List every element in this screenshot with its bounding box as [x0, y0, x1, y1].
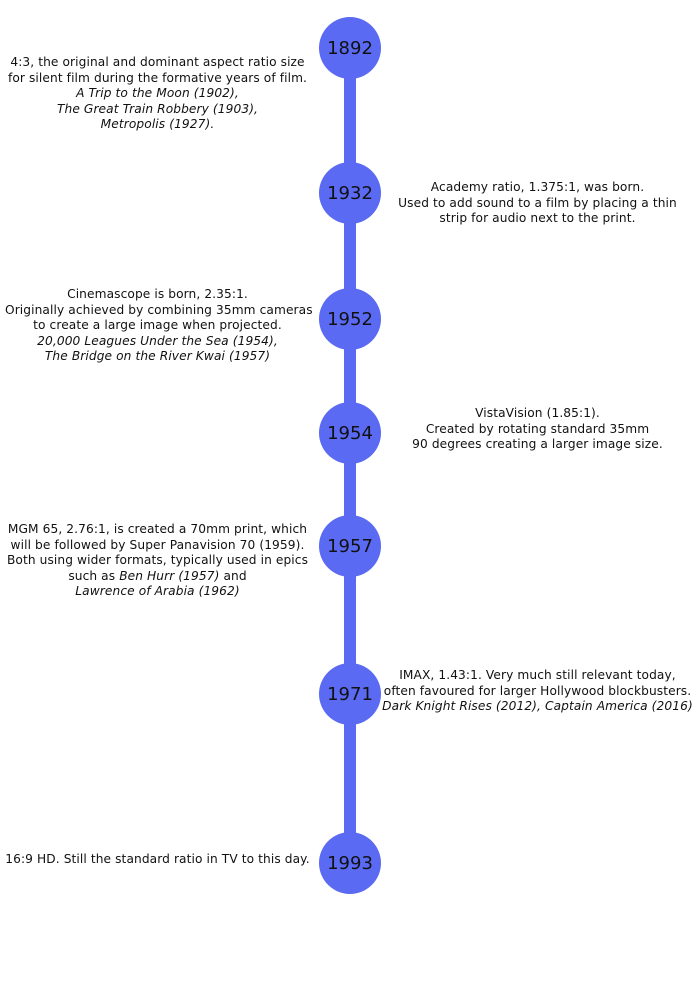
- description-text: Both using wider formats, typically used in epics: [6, 553, 309, 567]
- entry-line: [378, 699, 697, 715]
- entry-line: [5, 287, 310, 303]
- description-text: Used to add sound to a film by placing a thin: [398, 195, 677, 210]
- entry-line: [5, 102, 310, 118]
- entry-line: [385, 211, 690, 227]
- entry-line: [5, 86, 310, 102]
- description-text: strip for audio next to the print.: [439, 211, 636, 225]
- entry-line: [5, 852, 310, 868]
- year-label: 1892: [327, 37, 373, 59]
- entry-line: [385, 180, 690, 196]
- year-label: 1932: [327, 182, 373, 204]
- entry-line: [5, 318, 310, 334]
- entry-line: [378, 684, 697, 700]
- year-label: 1952: [327, 308, 373, 330]
- entry-line: [5, 569, 310, 585]
- film-title-text: Ben Hurr (1957): [119, 568, 220, 583]
- year-label: 1993: [327, 852, 373, 874]
- description-text: for silent film during the formative years of film.: [7, 70, 308, 85]
- entry-line: [5, 334, 310, 350]
- entry-text-1932: [385, 180, 690, 227]
- entry-line: [5, 584, 310, 600]
- description-text: Cinemascope is born, 2.35:1.: [67, 287, 248, 301]
- description-text: VistaVision (1.85:1).: [475, 406, 600, 420]
- film-title-text: A Trip to the Moon (1902),: [76, 86, 239, 100]
- description-text: IMAX, 1.43:1. Very much still relevant today,: [399, 668, 676, 682]
- entry-line: [5, 522, 310, 538]
- entry-line: [5, 117, 310, 133]
- entry-line: [5, 71, 310, 87]
- year-label: 1971: [327, 683, 373, 705]
- description-text: 16:9 HD. Still the standard ratio in TV to this day.: [5, 852, 310, 866]
- description-text: MGM 65, 2.76:1, is created a 70mm print, which: [7, 522, 308, 536]
- year-node-1993: [319, 832, 381, 894]
- description-text: such as: [68, 568, 120, 583]
- entry-line: [378, 668, 697, 684]
- film-title-text: Lawrence of Arabia (1962): [75, 584, 240, 598]
- entry-line: [5, 302, 313, 319]
- entry-text-1957: [5, 522, 310, 600]
- entry-text-1971: [378, 668, 697, 715]
- description-text: Originally achieved by combining 35mm cameras: [5, 302, 313, 317]
- entry-line: [5, 553, 310, 569]
- description-text: often favoured for larger Hollywood blockbusters.: [383, 683, 692, 698]
- entry-text-1952: [5, 287, 313, 365]
- entry-text-1954: [385, 406, 690, 453]
- description-text: and: [219, 568, 247, 583]
- year-node-1954: [319, 402, 381, 464]
- year-node-1892: [319, 17, 381, 79]
- year-node-1952: [319, 288, 381, 350]
- year-label: 1954: [327, 422, 373, 444]
- description-text: 90 degrees creating a larger image size.: [412, 437, 663, 451]
- entry-line: [5, 538, 310, 554]
- film-title-text: Metropolis (1927).: [100, 117, 215, 131]
- film-title-text: 20,000 Leagues Under the Sea (1954),: [37, 333, 278, 348]
- entry-line: [385, 196, 690, 212]
- description-text: to create a large image when projected.: [33, 318, 282, 332]
- description-text: will be followed by Super Panavision 70 (1959).: [10, 537, 305, 552]
- description-text: Created by rotating standard 35mm: [425, 421, 650, 436]
- film-title-text: The Bridge on the River Kwai (1957): [44, 349, 271, 363]
- entry-line: [5, 55, 310, 71]
- year-node-1971: [319, 663, 381, 725]
- entry-line: [385, 437, 690, 453]
- description-text: Academy ratio, 1.375:1, was born.: [430, 180, 645, 194]
- entry-line: [385, 422, 690, 438]
- year-node-1957: [319, 515, 381, 577]
- entry-text-1892: [5, 55, 310, 133]
- film-title-text: Dark Knight Rises (2012), Captain America (2016): [382, 699, 693, 713]
- film-title-text: The Great Train Robbery (1903),: [56, 101, 259, 116]
- year-node-1932: [319, 162, 381, 224]
- entry-line: [385, 406, 690, 422]
- year-label: 1957: [327, 535, 373, 557]
- entry-line: [5, 349, 310, 365]
- entry-text-1993: [5, 852, 310, 868]
- description-text: 4:3, the original and dominant aspect ratio size: [10, 55, 305, 69]
